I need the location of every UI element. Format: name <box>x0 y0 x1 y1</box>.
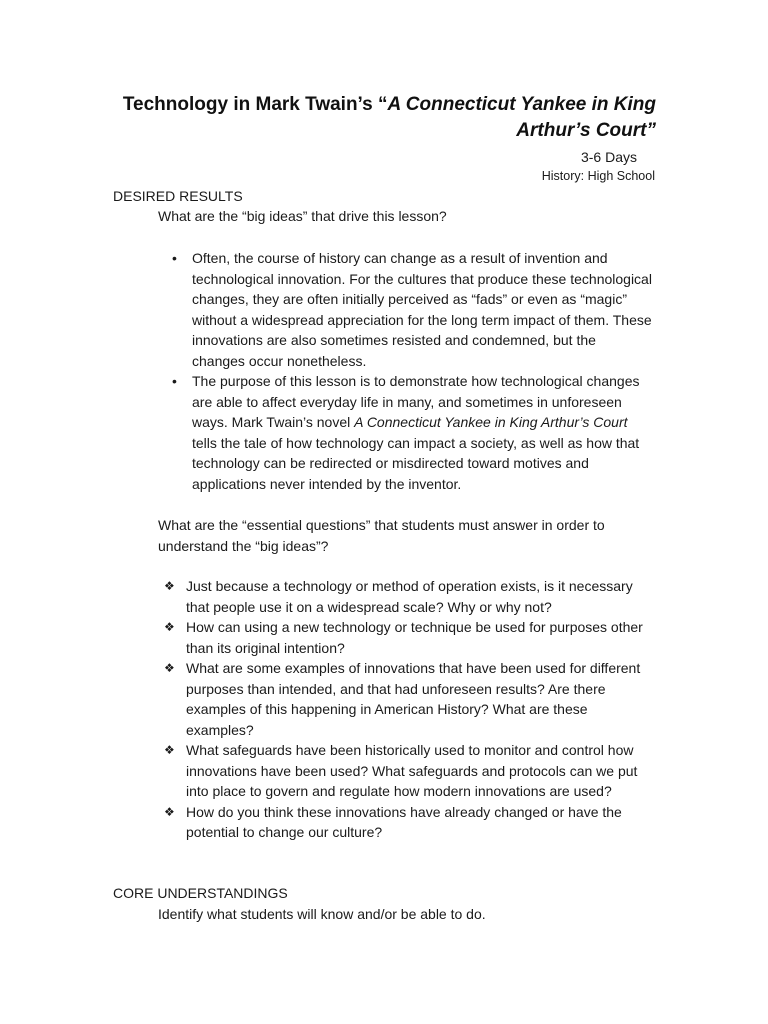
question-text: What safeguards have been historically used to monitor and control how innovations have been used? What safeguards and protocols can we put into place to govern and regulate how modern innovations are used? <box>186 742 638 799</box>
lesson-duration: 3-6 Days <box>580 149 637 165</box>
lesson-subject: History: High School <box>541 169 655 183</box>
question-text: How can using a new technology or technique be used for purposes other than its original intention? <box>186 619 643 656</box>
big-idea-text-part1: The purpose of this lesson is to demonstrate how technological changes are able to affect everyday life in many, and sometimes in unforeseen ways. Mark Twain’s novel <box>192 373 640 430</box>
list-item <box>164 658 656 740</box>
big-idea-text-part2: tells the tale of how technology can impact a society, as well as how that technology can be redirected or misdirected toward motives and applications never intended by the inventor. <box>192 434 640 492</box>
list-item <box>164 617 656 658</box>
bullet-marker: • <box>172 373 177 389</box>
essential-questions-prompt: What are the “essential questions” that students must answer in order to understand the “big ideas”? <box>158 517 605 554</box>
big-ideas-prompt: What are the “big ideas” that drive this lesson? <box>158 208 447 224</box>
core-understandings-prompt: Identify what students will know and/or be able to do. <box>158 906 486 922</box>
list-item <box>172 371 652 494</box>
question-text: Just because a technology or method of operation exists, is it necessary that people use it on a widespread scale? Why or why not? <box>186 578 633 615</box>
diamond-bullet-icon: ❖ <box>164 743 175 757</box>
big-idea-text: Often, the course of history can change as a result of invention and technological innovation. For the cultures that produce these technological changes, they are often initially perceived as “fads” or even as “magic” without a widespread appreciation for the long term impact of them. These innovations are also sometimes resisted and condemned, but the changes occur nonetheless. <box>192 250 652 369</box>
document-title <box>96 92 656 144</box>
diamond-bullet-icon: ❖ <box>164 661 175 675</box>
list-item <box>164 802 656 843</box>
question-text: What are some examples of innovations that have been used for different purposes than intended, and that had unforeseen results? Are there examples of this happening in American History? What are these examples? <box>186 660 641 738</box>
list-item <box>164 576 656 617</box>
core-understandings-heading: CORE UNDERSTANDINGS <box>113 885 288 901</box>
list-item <box>172 248 652 371</box>
essential-questions-list <box>164 576 656 843</box>
big-ideas-list <box>172 248 652 494</box>
diamond-bullet-icon: ❖ <box>164 579 175 593</box>
diamond-bullet-icon: ❖ <box>164 804 175 819</box>
diamond-bullet-icon: ❖ <box>164 620 175 634</box>
title-prefix: Technology in Mark Twain’s “ <box>122 94 388 115</box>
bullet-marker: • <box>172 250 177 266</box>
title-book-name: A Connecticut Yankee in King Arthur’s Court” <box>387 94 656 141</box>
question-text: How do you think these innovations have already changed or have the potential to change our culture? <box>186 803 622 840</box>
book-title-inline: A Connecticut Yankee in King Arthur’s Court <box>354 414 628 430</box>
desired-results-heading: DESIRED RESULTS <box>113 188 243 204</box>
list-item <box>164 740 656 802</box>
